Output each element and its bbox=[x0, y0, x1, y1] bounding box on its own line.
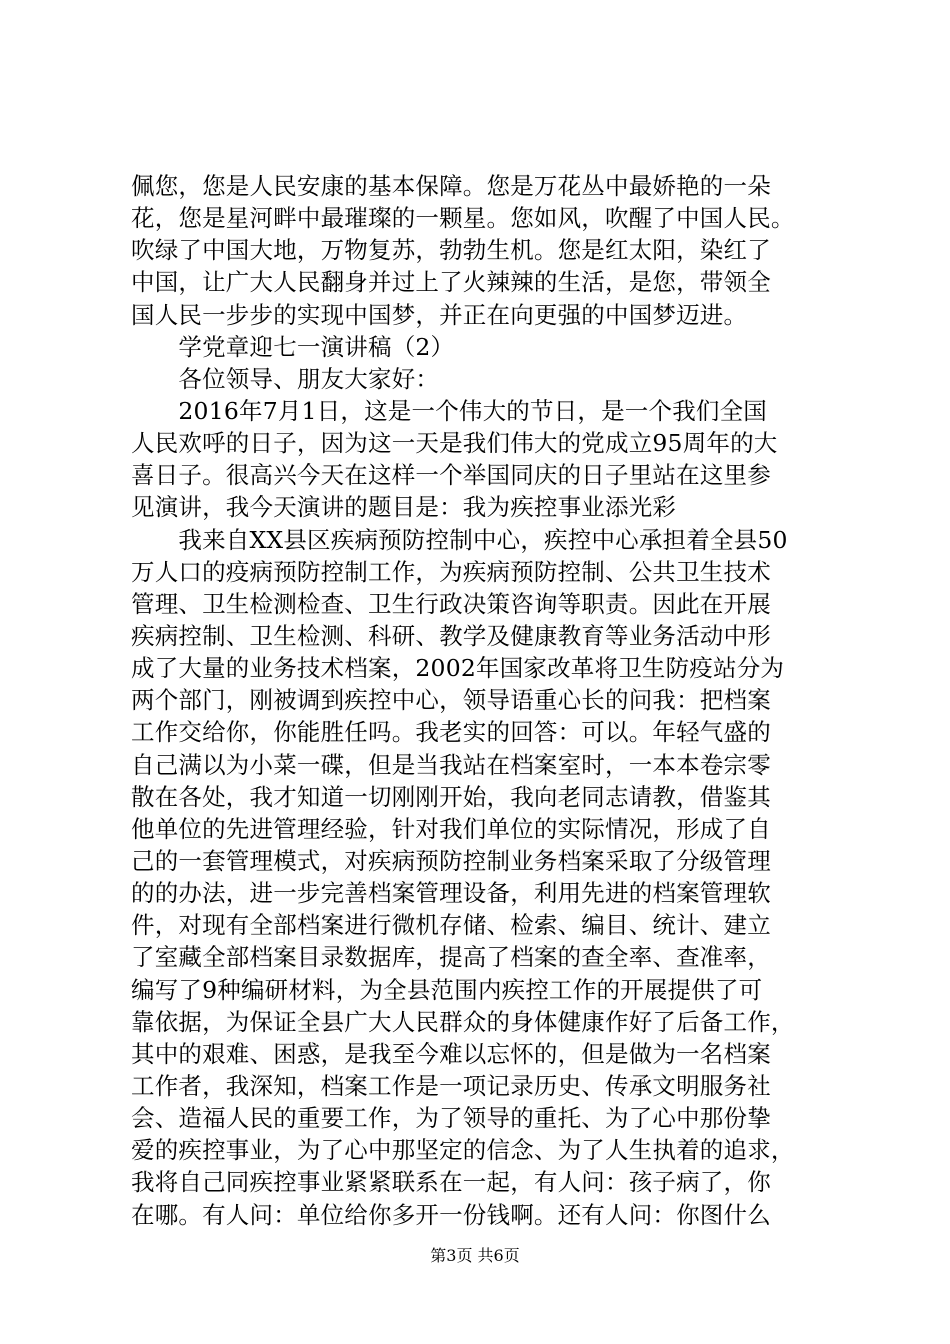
text-line: 件，对现有全部档案进行微机存储、检索、编目、统计、建立 bbox=[131, 911, 771, 940]
text-line: 管理、卫生检测检查、卫生行政决策咨询等职责。因此在开展 bbox=[131, 589, 771, 618]
text-line: 的的办法，进一步完善档案管理设备，利用先进的档案管理软 bbox=[131, 879, 771, 908]
text-line: 靠依据，为保证全县广大人民群众的身体健康作好了后备工作， bbox=[131, 1007, 795, 1036]
text-line: 人民欢呼的日子，因为这一天是我们伟大的党成立95周年的大 bbox=[131, 429, 778, 458]
text-line: 花，您是星河畔中最璀璨的一颗星。您如风，吹醒了中国人民。 bbox=[131, 204, 795, 233]
text-line: 我将自己同疾控事业紧紧联系在一起，有人问：孩子病了，你 bbox=[131, 1168, 771, 1197]
text-line: 爱的疾控事业，为了心中那坚定的信念、为了人生执着的追求， bbox=[131, 1136, 795, 1165]
text-line: 己的一套管理模式，对疾病预防控制业务档案采取了分级管理 bbox=[131, 846, 771, 875]
text-line: 了室藏全部档案目录数据库，提高了档案的查全率、查准率， bbox=[131, 943, 771, 972]
text-line: 散在各处，我才知道一切刚刚开始，我向老同志请教，借鉴其 bbox=[131, 782, 771, 811]
text-line: 我来自XX县区疾病预防控制中心，疾控中心承担着全县50 bbox=[131, 525, 788, 554]
text-line: 工作者，我深知，档案工作是一项记录历史、传承文明服务社 bbox=[131, 1071, 771, 1100]
text-line: 见演讲，我今天演讲的题目是：我为疾控事业添光彩 bbox=[131, 493, 677, 522]
text-line: 编写了9种编研材料，为全县范围内疾控工作的开展提供了可 bbox=[131, 975, 763, 1004]
text-line: 佩您，您是人民安康的基本保障。您是万花丛中最娇艳的一朵 bbox=[131, 172, 771, 200]
text-line: 中国，让广大人民翻身并过上了火辣辣的生活，是您，带领全 bbox=[131, 268, 771, 297]
text-line: 国人民一步步的实现中国梦，并正在向更强的中国梦迈进。 bbox=[131, 300, 748, 329]
text-line: 喜日子。很高兴今天在这样一个举国同庆的日子里站在这里参 bbox=[131, 461, 771, 490]
section-heading: 学党章迎七一演讲稿（2） bbox=[131, 332, 455, 361]
text-line: 工作交给你，你能胜任吗。我老实的回答：可以。年轻气盛的 bbox=[131, 718, 771, 747]
page-footer bbox=[0, 1246, 950, 1266]
salutation-line: 各位领导、朋友大家好： bbox=[131, 364, 440, 393]
page-number: 第3页 共6页 bbox=[430, 1246, 520, 1265]
text-line: 吹绿了中国大地，万物复苏，勃勃生机。您是红太阳，染红了 bbox=[131, 236, 771, 265]
document-body bbox=[131, 170, 831, 1231]
text-line: 其中的艰难、困惑，是我至今难以忘怀的，但是做为一名档案 bbox=[131, 1039, 771, 1068]
text-line: 在哪。有人问：单位给你多开一份钱啊。还有人问：你图什么 bbox=[131, 1200, 771, 1229]
text-line: 自己满以为小菜一碟，但是当我站在档案室时，一本本卷宗零 bbox=[131, 750, 771, 779]
text-line: 会、造福人民的重要工作，为了领导的重托、为了心中那份挚 bbox=[131, 1104, 771, 1133]
text-line: 2016年7月1日，这是一个伟大的节日，是一个我们全国 bbox=[131, 396, 768, 425]
text-line: 万人口的疫病预防控制工作，为疾病预防控制、公共卫生技术 bbox=[131, 557, 771, 586]
text-line: 成了大量的业务技术档案，2002年国家改革将卫生防疫站分为 bbox=[131, 654, 785, 683]
text-line: 他单位的先进管理经验，针对我们单位的实际情况，形成了自 bbox=[131, 814, 771, 843]
text-line: 两个部门，刚被调到疾控中心，领导语重心长的问我：把档案 bbox=[131, 686, 771, 715]
text-line: 疾病控制、卫生检测、科研、教学及健康教育等业务活动中形 bbox=[131, 621, 771, 650]
